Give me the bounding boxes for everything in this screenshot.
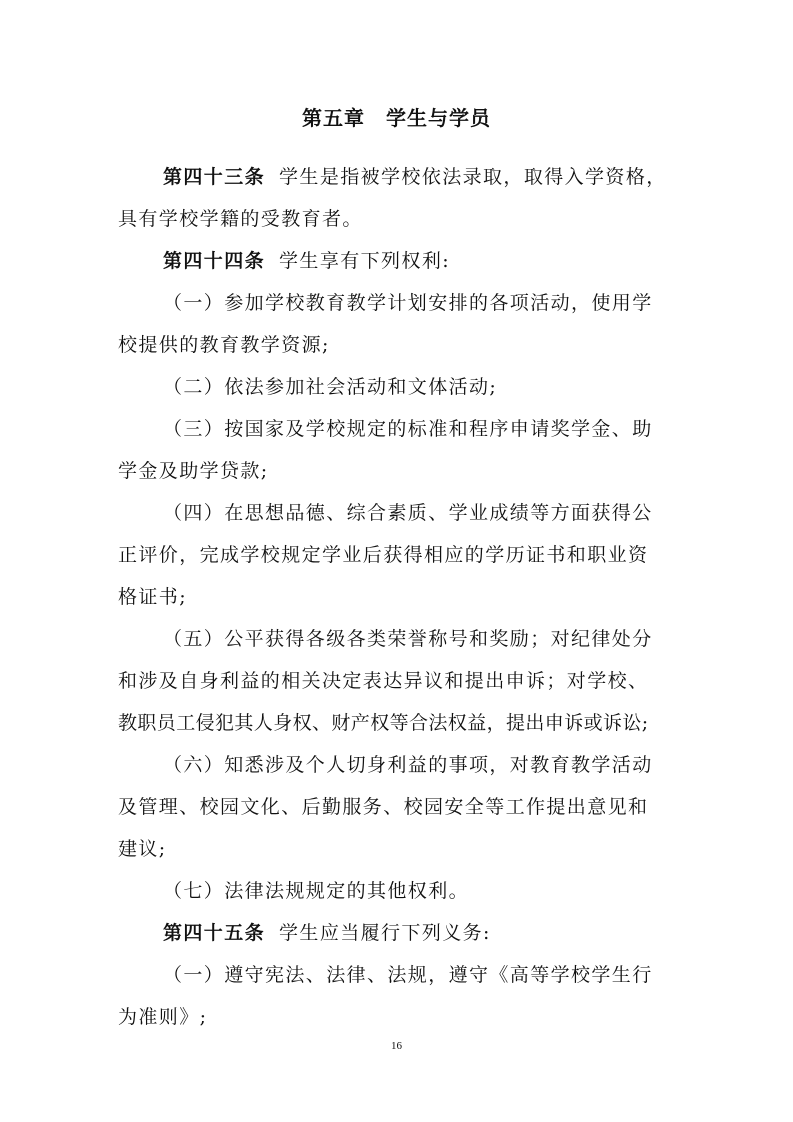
article-44-item-6-line-3: 建议;	[118, 838, 167, 860]
article-45-item-1-line-1: （一）遵守宪法、法律、法规，遵守《高等学校学生行	[163, 964, 653, 986]
article-44-item-6-line-2: 及管理、校园文化、后勤服务、校园安全等工作提出意见和	[118, 796, 649, 818]
article-44-item-5-line-3: 教职员工侵犯其人身权、财产权等合法权益，提出申诉或诉讼;	[118, 712, 649, 734]
article-44-item-4-line-3: 格证书;	[118, 586, 188, 608]
article-43-line-1	[163, 165, 667, 189]
article-44-item-4-line-2: 正评价，完成学校规定学业后获得相应的学历证书和职业资	[118, 544, 649, 566]
article-44-item-4-line-1: （四）在思想品德、综合素质、学业成绩等方面获得公	[163, 502, 653, 524]
article-44-text: 学生享有下列权利:	[279, 250, 451, 272]
article-44-item-7-line-1: （七）法律法规规定的其他权利。	[163, 880, 470, 902]
article-44-item-6-line-1: （六）知悉涉及个人切身利益的事项，对教育教学活动	[163, 754, 653, 776]
article-44-item-3-line-1: （三）按国家及学校规定的标准和程序申请奖学金、助	[163, 418, 653, 440]
article-43-label: 第四十三条	[163, 166, 266, 188]
article-43-text: 学生是指被学校依法录取，取得入学资格，	[279, 166, 667, 188]
page-number: 16	[391, 1040, 402, 1052]
article-44-line-1	[163, 249, 450, 273]
article-44-label: 第四十四条	[163, 250, 266, 272]
chapter-title: 第五章 学生与学员	[302, 106, 491, 130]
article-45-text: 学生应当履行下列义务:	[279, 922, 491, 944]
article-44-item-2-line-1: （二）依法参加社会活动和文体活动;	[163, 376, 498, 398]
article-44-item-5-line-2: 和涉及自身利益的相关决定表达异议和提出申诉；对学校、	[118, 670, 649, 692]
article-45-line-1	[163, 921, 491, 945]
article-45-item-1-line-2: 为准则》;	[118, 1006, 208, 1028]
article-44-item-1-line-2: 校提供的教育教学资源;	[118, 334, 330, 356]
article-44-item-1-line-1: （一）参加学校教育教学计划安排的各项活动，使用学	[163, 292, 653, 314]
article-43-line-2: 具有学校学籍的受教育者。	[118, 208, 363, 230]
article-44-item-5-line-1: （五）公平获得各级各类荣誉称号和奖励；对纪律处分	[163, 628, 653, 650]
article-44-item-3-line-2: 学金及助学贷款;	[118, 460, 269, 482]
article-45-label: 第四十五条	[163, 922, 266, 944]
